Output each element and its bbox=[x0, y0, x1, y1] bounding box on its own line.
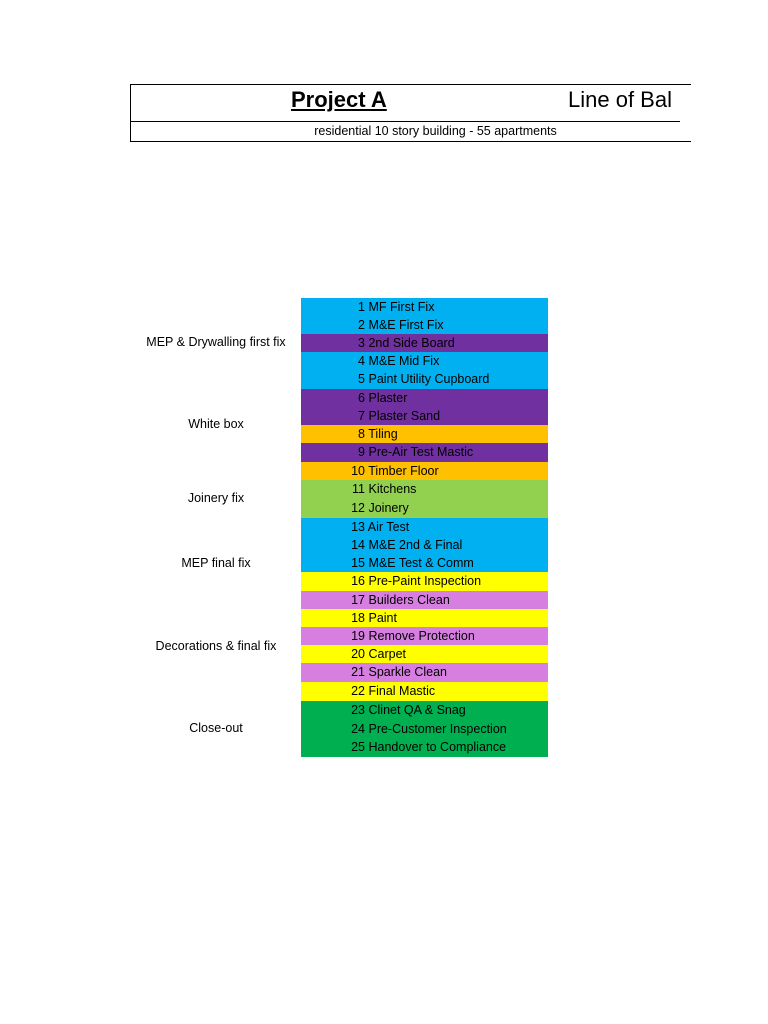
task-row bbox=[301, 627, 548, 645]
task-row bbox=[301, 738, 548, 757]
task-label: Timber Floor bbox=[368, 464, 439, 478]
task-number: 1 bbox=[358, 300, 365, 314]
task-row bbox=[301, 407, 548, 425]
task-label: Builders Clean bbox=[368, 593, 450, 607]
task-row bbox=[301, 572, 548, 591]
task-row bbox=[301, 536, 548, 554]
task-row bbox=[301, 682, 548, 701]
task-number: 14 bbox=[351, 538, 365, 552]
task-label: MF First Fix bbox=[368, 300, 435, 314]
task-row bbox=[301, 316, 548, 334]
task-row bbox=[301, 720, 548, 738]
task-number: 20 bbox=[351, 647, 365, 661]
task-row bbox=[301, 389, 548, 407]
task-label: Paint Utility Cupboard bbox=[368, 372, 490, 386]
project-title: Project A bbox=[291, 87, 387, 112]
task-label: M&E Mid Fix bbox=[368, 354, 440, 368]
task-row bbox=[301, 645, 548, 663]
header-block bbox=[130, 84, 691, 142]
task-label: Kitchens bbox=[368, 482, 417, 496]
task-number: 17 bbox=[351, 593, 365, 607]
task-number: 6 bbox=[358, 391, 365, 405]
task-label: Carpet bbox=[368, 647, 407, 661]
task-row bbox=[301, 334, 548, 352]
task-row bbox=[301, 443, 548, 462]
task-number: 10 bbox=[351, 464, 365, 478]
task-number: 24 bbox=[351, 722, 365, 736]
task-row bbox=[301, 663, 548, 682]
task-label: Remove Protection bbox=[368, 629, 475, 643]
task-number: 13 bbox=[351, 520, 365, 534]
task-label: Tiling bbox=[368, 427, 398, 441]
task-label: M&E Test & Comm bbox=[368, 556, 474, 570]
task-label: 2nd Side Board bbox=[368, 336, 455, 350]
task-row bbox=[301, 701, 548, 720]
task-row bbox=[301, 298, 548, 316]
task-row bbox=[301, 518, 548, 536]
phase-label-joinery-fix: Joinery fix bbox=[187, 491, 245, 505]
task-label: Paint bbox=[368, 611, 397, 625]
task-row bbox=[301, 462, 548, 480]
header-clip bbox=[131, 85, 680, 141]
task-row bbox=[301, 499, 548, 518]
task-row bbox=[301, 554, 548, 572]
task-label: M&E 2nd & Final bbox=[368, 538, 463, 552]
task-label: Plaster bbox=[368, 391, 408, 405]
task-number: 5 bbox=[358, 372, 365, 386]
task-label: Clinet QA & Snag bbox=[368, 703, 466, 717]
task-label: Sparkle Clean bbox=[368, 665, 447, 679]
task-label: Pre-Paint Inspection bbox=[368, 574, 482, 588]
phase-label-close-out: Close-out bbox=[189, 721, 243, 735]
task-number: 16 bbox=[351, 574, 365, 588]
phase-label-mep-final-fix: MEP final fix bbox=[181, 556, 251, 570]
task-number: 2 bbox=[358, 318, 365, 332]
task-number: 4 bbox=[358, 354, 365, 368]
task-number: 22 bbox=[351, 684, 365, 698]
task-number: 9 bbox=[358, 445, 365, 459]
task-label: Pre-Customer Inspection bbox=[368, 722, 507, 736]
task-number: 3 bbox=[358, 336, 365, 350]
task-number: 23 bbox=[351, 703, 365, 717]
task-label: Pre-Air Test Mastic bbox=[368, 445, 474, 459]
task-row bbox=[301, 352, 548, 370]
task-number: 19 bbox=[351, 629, 365, 643]
task-row bbox=[301, 480, 548, 499]
chart-title: Line of Bal bbox=[568, 87, 672, 112]
title-row bbox=[131, 85, 680, 122]
phase-label-white-box: White box bbox=[188, 417, 244, 431]
task-label: Air Test bbox=[367, 520, 410, 534]
task-label: Plaster Sand bbox=[368, 409, 441, 423]
task-row bbox=[301, 591, 548, 609]
task-row bbox=[301, 370, 548, 389]
phase-label-mep-first-fix: MEP & Drywalling first fix bbox=[146, 335, 286, 349]
task-number: 8 bbox=[358, 427, 365, 441]
task-label: Final Mastic bbox=[368, 684, 436, 698]
task-number: 11 bbox=[352, 482, 365, 496]
phase-label-decorations: Decorations & final fix bbox=[155, 639, 277, 653]
task-label: Joinery bbox=[368, 501, 409, 515]
task-number: 18 bbox=[351, 611, 365, 625]
task-number: 12 bbox=[351, 501, 365, 515]
task-row bbox=[301, 609, 548, 627]
task-number: 7 bbox=[358, 409, 365, 423]
subtitle: residential 10 story building - 55 apartments bbox=[314, 124, 557, 138]
task-number: 15 bbox=[351, 556, 365, 570]
task-number: 21 bbox=[351, 665, 365, 679]
task-label: M&E First Fix bbox=[368, 318, 444, 332]
task-label: Handover to Compliance bbox=[368, 740, 507, 754]
task-number: 25 bbox=[351, 740, 365, 754]
task-row bbox=[301, 425, 548, 443]
